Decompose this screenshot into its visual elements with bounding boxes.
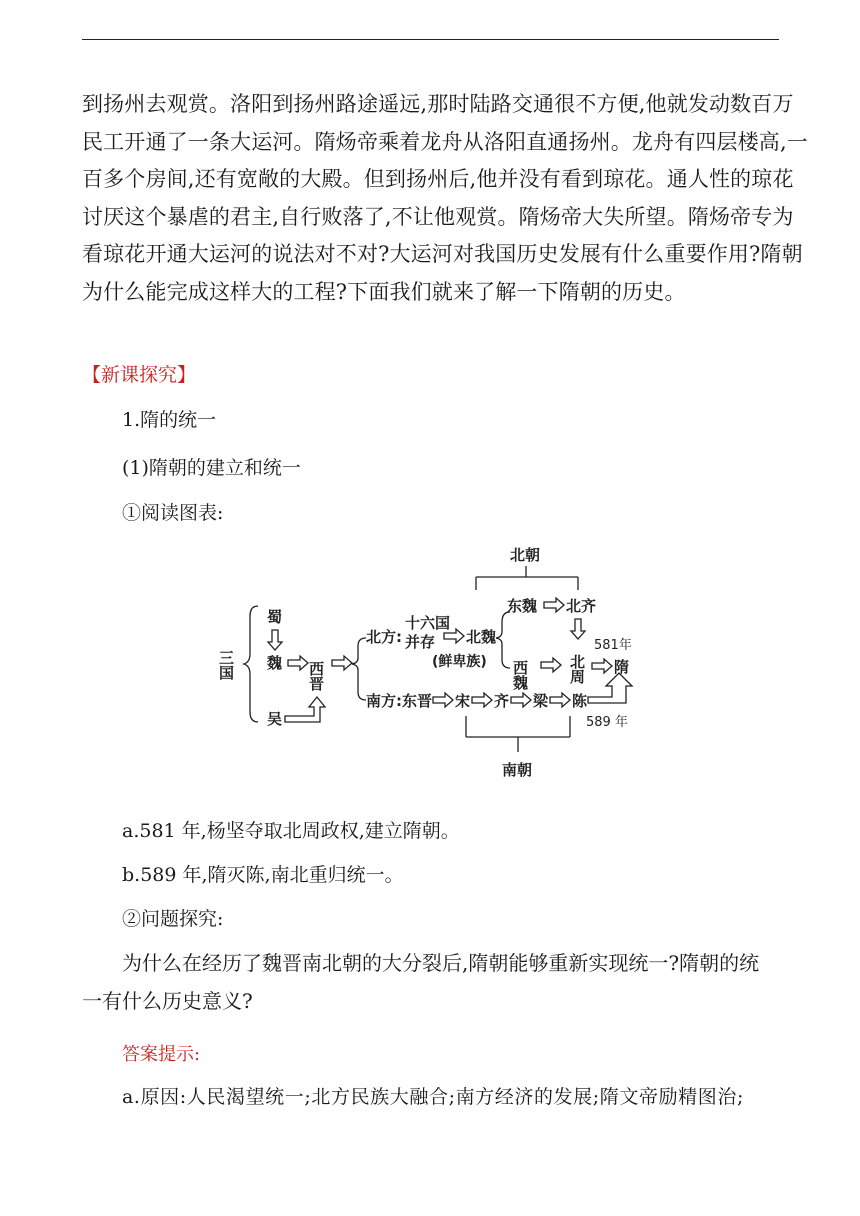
liang-label: 梁	[533, 692, 549, 710]
intro-line: 讨厌这个暴虐的君主,自行败落了,不让他观赏。隋炀帝大失所望。隋炀帝专为	[82, 204, 794, 229]
to-liang-arrow	[511, 693, 531, 707]
intro-line: 为什么能完成这样大的工程?下面我们就来了解一下隋朝的历史。	[82, 279, 686, 304]
intro-line: 民工开通了一条大运河。隋炀帝乘着龙舟从洛阳直通扬州。龙舟有四层楼高,一	[82, 129, 808, 154]
south-label: 南方:	[366, 692, 402, 710]
to-song-arrow	[433, 693, 453, 707]
wu-label: 吴	[267, 710, 283, 728]
year-589-label: 589 年	[586, 715, 628, 730]
chen-to-sui-arrow	[588, 673, 632, 703]
intro-line: 百多个房间,还有宽敞的大殿。但到扬州后,他并没有看到琼花。通人性的琼花	[82, 167, 794, 191]
north-south-brace	[352, 638, 366, 700]
qi-label: 齐	[494, 692, 510, 710]
wu-up-arrow	[285, 697, 325, 722]
to-qi-arrow	[472, 693, 492, 707]
beiqi-label: 北齐	[566, 597, 597, 615]
xianbei-label: (鲜卑族)	[432, 654, 487, 670]
south-dynasties-bracket	[466, 716, 570, 752]
sixteen-kingdoms-bottom: 并存	[405, 633, 436, 651]
wei-to-xijin-arrow	[288, 656, 308, 670]
to-chen-arrow	[550, 693, 570, 707]
beizhou-to-sui-arrow	[592, 659, 612, 673]
fact-a: a.581 年,杨坚夺取北周政权,建立隋朝。	[122, 820, 460, 842]
xijin-arrow	[332, 656, 352, 670]
question-paragraph	[82, 944, 779, 1020]
subsection-subtitle: (1)隋朝的建立和统一	[122, 457, 301, 479]
question-line: 为什么在经历了魏晋南北朝的大分裂后,隋朝能够重新实现统一?隋朝的统	[122, 951, 760, 975]
answer-title: 答案提示:	[122, 1044, 201, 1065]
intro-line: 到扬州去观赏。洛阳到扬州路途遥远,那时陆路交通很不方便,他就发动数百万	[82, 92, 794, 116]
south-dynasties-label: 南朝	[502, 761, 533, 779]
beiwei-label: 北魏	[466, 628, 497, 646]
sixteen-kingdoms-top: 十六国	[405, 614, 451, 632]
north-dynasties-bracket	[476, 566, 578, 590]
shu-down-arrow	[268, 630, 282, 650]
question-line: 一有什么历史意义?	[82, 989, 253, 1013]
subsection-title: 1.隋的统一	[122, 409, 217, 431]
shu-label: 蜀	[267, 608, 283, 626]
year-581-label: 581年	[594, 638, 632, 653]
reading-prompt: ①阅读图表:	[122, 502, 224, 524]
wei-label: 魏	[267, 654, 283, 672]
beiqi-down-arrow	[571, 619, 585, 639]
inquiry-prompt: ②问题探究:	[122, 908, 224, 930]
xiwei-label: 西魏	[511, 660, 529, 690]
dongjin-label: 东晋	[402, 692, 433, 710]
fact-b: b.589 年,隋灭陈,南北重归统一。	[122, 864, 404, 886]
beizhou-label: 北周	[568, 654, 586, 684]
dongwei-label: 东魏	[507, 597, 538, 615]
song-label: 宋	[455, 692, 471, 710]
three-kingdoms-label: 三国	[217, 650, 235, 680]
three-kingdoms-brace	[244, 606, 258, 722]
sui-label: 隋	[614, 658, 630, 676]
chen-label: 陈	[572, 692, 588, 710]
beiwei-split-brace	[496, 612, 510, 668]
xiwei-to-beizhou-arrow	[541, 658, 561, 672]
answer-a: a.原因:人民渴望统一;北方民族大融合;南方经济的发展;隋文帝励精图治;	[122, 1086, 744, 1108]
dongwei-to-beiqi-arrow	[544, 598, 564, 612]
north-label: 北方:	[366, 628, 402, 646]
intro-line: 看琼花开通大运河的说法对不对?大运河对我国历史发展有什么重要作用?隋朝	[82, 242, 803, 266]
section-heading: 【新课探究】	[82, 364, 197, 386]
north-dynasties-label: 北朝	[510, 546, 541, 564]
xijin-label: 西晋	[307, 661, 325, 691]
